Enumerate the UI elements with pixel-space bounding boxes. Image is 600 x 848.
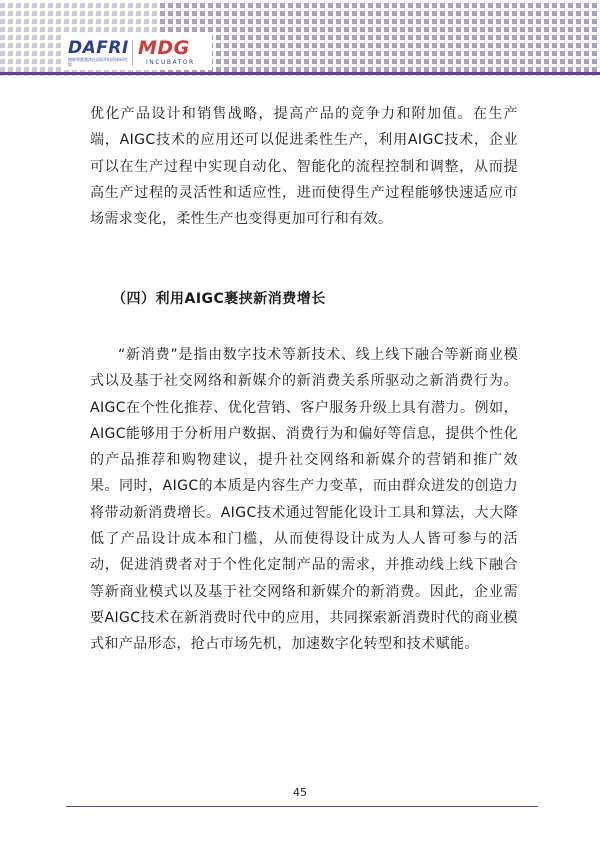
- dafri-logo-subtitle: 德辉粤港澳湾区国际科技创新研究院: [68, 57, 128, 67]
- footer-rule: [66, 806, 538, 807]
- paragraph-2: “新消费”是指由数字技术等新技术、线上线下融合等新商业模式以及基于社交网络和新媒介的新消费关系所驱动之新消费行为。AIGC在个性化推荐、优化营销、客户服务升级上具有潜力。例如，AIGC能够用于分析用户数据、消费行为和偏好等信息，提供个性化的产品推荐和购物建议，提升社交网络和新媒介的营销和推广效果。同时，AIGC的本质是内容生产力变革，而由群众迸发的创造力将带动新消费增长。AIGC技术通过智能化设计工具和算法，大大降低了产品设计成本和门槛，从而使得设计成为人人皆可参与的活动，促进消费者对于个性化定制产品的需求，并推动线上线下融合等新商业模式以及基于社交网络和新媒介的新消费。因此，企业需要AIGC技术在新消费时代中的应用，共同探索新消费时代的商业模式和产品形态，抢占市场先机，加速数字化转型和技术赋能。: [90, 347, 518, 653]
- dafri-logo-text: DAFRI: [68, 38, 129, 58]
- dafri-logo: [68, 38, 129, 58]
- mdg-logo-text: MDG: [138, 37, 190, 59]
- page-header: [0, 0, 600, 76]
- logo-divider: [132, 40, 133, 66]
- header-rule: [0, 72, 600, 75]
- section-heading: （四）利用AIGC裹挟新消费增长: [112, 291, 326, 307]
- page-number: 45: [293, 786, 307, 799]
- paragraph-1: 优化产品设计和销售战略，提高产品的竞争力和附加值。在生产端，AIGC技术的应用还可以促进柔性生产，利用AIGC技术，企业可以在生产过程中实现自动化、智能化的流程控制和调整，从而提高生产过程的灵活性和适应性，进而使得生产过程能够快速适应市场需求变化，柔性生产也变得更加可行和有效。: [90, 106, 518, 228]
- mdg-logo-subtitle: INCUBATOR: [146, 59, 195, 66]
- header-pattern-dark: [160, 0, 600, 72]
- mdg-logo: [138, 37, 190, 59]
- body-content: [90, 101, 518, 232]
